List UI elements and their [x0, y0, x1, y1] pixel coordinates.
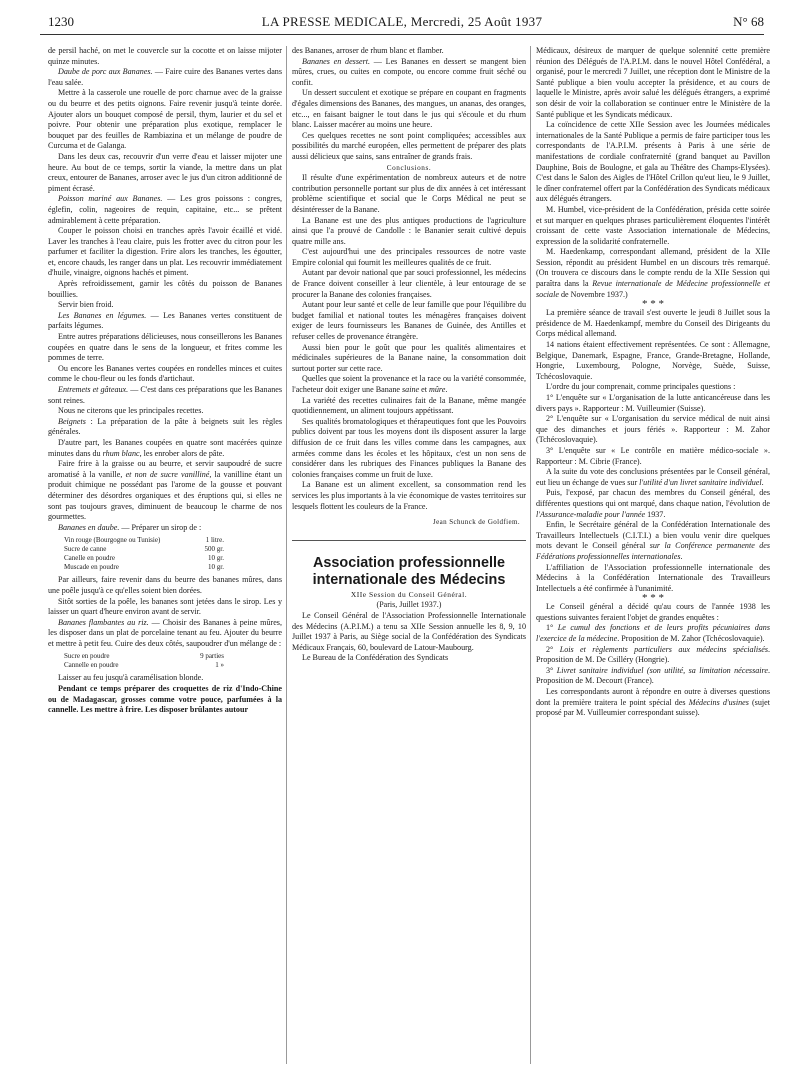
paragraph: Médicaux, désireux de marquer de quelque solennité cette première réunion des Délégués de l'A.P.I.M. dans le nouvel Hôtel Confédéral, a organisé, pour le mercredi 7 Juillet, une réception dont le Ministre de la Santé publique a bien voulu accepter la présidence, et au cours de laquelle le Ministre, après avoir salué les délégués étrangers, a exprimé son désir de voir la collaboration se continuer entre le Ministère de la Santé publique et les Syndicats médicaux.	[536, 46, 770, 119]
paragraph: Enfin, le Secrétaire général de la Confédération Internationale des Travailleurs Intellectuels (C.I.T.I.) a bien voulu venir dire quelques mots devant le Conseil général sur la Conférence permanente des Fédérations professionnelles internationales.	[536, 520, 770, 561]
column-1	[48, 46, 282, 1076]
recipe-paragraph: Daube de porc aux Bananes. — Faire cuire des Bananes vertes dans l'eau salée.	[48, 67, 282, 87]
article-subtitle: XIIe Session du Conseil Général.	[350, 589, 468, 599]
issue-number: N° 68	[733, 14, 764, 29]
header-rule	[40, 34, 764, 35]
paragraph: Puis, l'exposé, par chacun des membres du Conseil général, des différentes questions qui ont marqué, dans chaque nation, l'évolution de l'Assurance-maladie pour l'année 1937.	[536, 488, 770, 519]
recipe-paragraph: Beignets : La préparation de la pâte à beignets suit les règles générales.	[48, 416, 282, 437]
paragraph: Laisser au feu jusqu'à caramélisation blonde.	[58, 673, 204, 683]
paragraph: Couper le poisson choisi en tranches après l'avoir écaillé et vidé. Laver les tranches à l'eau claire, puis les frotter avec du citron pour les parfumer et faciliter la digestion. Frire alors les tranches, les égoutter, et, encore chauds, les ranger dans un plat. Les recouvrir immédiatement d'huile, vinaigre, oignons hachés et piment.	[48, 226, 282, 278]
column-3	[536, 46, 770, 1076]
paragraph: Le Bureau de la Confédération des Syndicats	[302, 653, 449, 663]
agenda-item: 1° L'enquête sur « L'organisation de la lutte anticancéreuse dans les divers pays ». Rapporteur : M. Vuilleumier (Suisse).	[536, 393, 770, 413]
paragraph: D'autre part, les Bananes coupées en quatre sont macérées quinze minutes dans du rhum blanc, les enrober alors de pâte.	[48, 437, 282, 458]
ingredient-row: Cannelle en poudre 1 »	[64, 661, 224, 670]
paragraph: Ses qualités bromatologiques et thérapeutiques font que les Pouvoirs publics doivent par tous les moyens dont ils disposent assurer la large diffusion de ce fruit dans les villes comme dans les campagnes, aux armées comme dans les écoles et les hôpitaux, c'est un non sens de considérer dans les rubriques des Finances publiques la Banane des colonies françaises comme un fruit de luxe.	[292, 416, 526, 479]
paragraph: Ou encore les Bananes vertes coupées en rondelles minces et cuites comme le chou-fleur ou les fonds d'artichaut.	[48, 363, 282, 384]
paragraph: Le Conseil Général de l'Association Professionnelle Internationale des Médecins (A.P.I.M.) a tenu sa XIIe Session annuelle les 8, 9, 10 Juillet 1937 à Paris, au Siège social de la Confédération des Syndicats Médicaux Français, 60, boulevard de Latour-Maubourg.	[292, 610, 526, 652]
column-divider	[286, 46, 287, 1064]
section-ornament: * * *	[642, 592, 664, 605]
author-signature: Jean Schunck de Goldfiem.	[433, 518, 520, 527]
syrup-ingredients	[64, 536, 282, 572]
article-separator	[292, 540, 526, 541]
paragraph: Servir bien froid.	[58, 300, 114, 310]
recipe-paragraph: Poisson mariné aux Bananes. — Les gros poissons : congres, églefin, colin, nageoires de requin, capitaine, etc... se prêtent admirablement à cette préparation.	[48, 194, 282, 225]
paragraph: Autant pour leur santé et celle de leur famille que pour l'équilibre du budget familial et national toutes les ménagères françaises doivent exiger de leurs fournisseurs les Bananes de Guinée, des Antilles et refuser celles de provenance étrangère.	[292, 300, 526, 342]
paragraph: Faire frire à la graisse ou au beurre, et servir saupoudré de sucre aromatisé à la vanille, et non de sucre vanilliné, la vanilline étant un produit chimique ne possédant pas l'arome de la gousse et pouvant déterminer des désordres organiques et des éruptions qui, si elles ne sont pas toujours graves, diminuent de beaucoup le charme de nos gourmettes.	[48, 459, 282, 522]
paragraph: Dans les deux cas, recouvrir d'un verre d'eau et laisser mijoter une heure. Au bout de ce temps, sortir la viande, la mettre dans un plat creux, entourer de Bananes, arroser avec le jus d'un citron additionné de piment écrasé.	[48, 151, 282, 193]
paragraph: Aussi bien pour le goût que pour les qualités alimentaires et médicinales supérieures de la Banane naine, la consommation doit surtout porter sur cette race.	[292, 342, 526, 373]
agenda-item: 1° Le cumul des fonctions et de leurs profits pécuniaires dans l'exercice de la médecine. Proposition de M. Zahor (Tchécoslovaquie).	[536, 623, 770, 644]
paragraph: Ces quelques recettes ne sont point compliquées; accessibles aux possibilités du marché européen, elles permettent de préparer des plats aussi délicieux que sains, sans entraîner de grands frais.	[292, 130, 526, 161]
recipe-paragraph: Bananes en dessert. — Les Bananes en dessert se mangent bien mûres, crues, ou cuites en compote, ou encore comme fruit séché ou confit.	[292, 56, 526, 87]
journal-title: LA PRESSE MEDICALE, Mercredi, 25 Août 1937	[261, 14, 543, 29]
ingredient-row: Muscade en poudre 10 gr.	[64, 563, 224, 572]
column-divider	[530, 46, 531, 1064]
recipe-paragraph: Bananes en daube. — Préparer un sirop de :	[58, 522, 202, 532]
paragraph: A la suite du vote des conclusions présentées par le Conseil général, eut lieu un échange de vues sur l'utilité d'un livret sanitaire individuel.	[536, 467, 770, 487]
ingredient-row: Sucre en poudre 9 parties	[64, 652, 224, 661]
paragraph: La Banane est un aliment excellent, sa consommation rend les services les plus importants à la vie économique de vastes territoires sur lesquels flottent les couleurs de la France.	[292, 480, 526, 511]
agenda-item: 2° L'enquête sur « L'organisation du service médical de nuit ainsi que des dimanches et jours fériés ». Rapporteur : M. Zahor (Tchécoslovaquie).	[536, 414, 770, 445]
section-heading: Conclusions.	[386, 163, 432, 172]
page-number: 1230	[48, 14, 74, 29]
recipe-paragraph: Entremets et gâteaux. — C'est dans ces préparations que les Bananes sont reines.	[48, 385, 282, 405]
recipe-paragraph: Bananes flambantes au riz. — Choisir des Bananes à peine mûres, les disposer dans un plat de porcelaine tenant au feu. Ajouter du beurre et mettre à petit feu. Cuire des deux côtés, saupoudrer d'un mélange de :	[48, 617, 282, 648]
paragraph: Par ailleurs, faire revenir dans du beurre des bananes mûres, dans une poêle jusqu'à ce qu'elles soient bien dorées.	[48, 575, 282, 595]
paragraph: des Bananes, arroser de rhum blanc et flamber.	[292, 46, 444, 55]
paragraph: La première séance de travail s'est ouverte le jeudi 8 Juillet sous la présidence de M. Haedenkampf, membre du Conseil des Dirigeants du Corps médical allemand.	[536, 308, 770, 339]
paragraph: Un dessert succulent et exotique se prépare en coupant en fragments d'égales dimensions des Bananes, des mangues, un ananas, des oranges, etc..., en faisant baigner le tout dans le jus qui s'écoule et du rhum blanc. Laisser macérer au moins une heure.	[292, 88, 526, 130]
paragraph: 14 nations étaient effectivement représentées. Ce sont : Allemagne, Belgique, Danemark, Espagne, France, Grande-Bretagne, Hollande, Hongrie, Luxembourg, Pologne, Norvège, Suède, Suisse, Tchécoslovaquie.	[536, 340, 770, 381]
paragraph: Quelles que soient la provenance et la race ou la variété consommée, l'acheteur doit exiger une Banane saine et mûre.	[292, 374, 526, 394]
ingredient-row: Canelle en poudre 10 gr.	[64, 554, 224, 563]
paragraph: L'ordre du jour comprenait, comme principales questions :	[546, 382, 736, 392]
agenda-item: 3° L'enquête sur « Le contrôle en matière médico-sociale ». Rapporteur : M. Cibrie (France).	[536, 445, 770, 466]
paragraph: La variété des recettes culinaires fait de la Banane, même mangée quotidiennement, un aliment toujours appétissant.	[292, 395, 526, 416]
paragraph: Entre autres préparations délicieuses, nous conseillerons les Bananes coupées en quatre dans le sens de la longueur, et frites comme les pommes de terre.	[48, 332, 282, 363]
page-header	[40, 4, 764, 30]
agenda-item: 2° Lois et règlements particuliers aux médecins spécialisés. Proposition de M. De Csilléry (Hongrie).	[536, 644, 770, 665]
article-title: Association professionnelle internationale des Médecins	[312, 554, 506, 589]
paragraph: de persil haché, on met le couvercle sur la cocotte et on laisse mijoter quinze minutes.	[48, 46, 282, 66]
ingredient-row: Vin rouge (Bourgogne ou Tunisie) 1 litre.	[64, 536, 224, 545]
paragraph: Autant par devoir national que par souci professionnel, les médecins de France doivent conseiller à leur clientèle, à leur entourage de se procurer la Banane des colonies françaises.	[292, 268, 526, 299]
paragraph: Pendant ce temps préparer des croquettes de riz d'Indo-Chine ou de Madagascar, grosses comme votre pouce, parfumées à la cannelle. Les mettre à frire. Les disposer brûlantes autour	[48, 684, 282, 715]
paragraph: Nous ne citerons que les principales recettes.	[58, 406, 204, 416]
ingredient-row: Sucre de canne 500 gr.	[64, 545, 224, 554]
paragraph: L'affiliation de l'Association professionnelle internationale des Médecins à la Confédération Internationale des Travailleurs Intellectuels a été confirmée à l'unanimité.	[536, 562, 770, 593]
paragraph: M. Humbel, vice-président de la Confédération, présida cette soirée et sut marquer en quelques phrases particulièrement éloquentes l'intérêt croissant de cette vaste Association internationale de Médecins, expression de la solidarité confraternelle.	[536, 204, 770, 246]
paragraph: Sitôt sorties de la poêle, les bananes sont jetées dans le sirop. Les y laisser un quart d'heure environ avant de servir.	[48, 596, 282, 617]
paragraph: Après refroidissement, garnir les côtés du poisson de Bananes bouillies.	[48, 279, 282, 299]
column-2	[292, 46, 526, 1076]
recipe-paragraph: Les Bananes en légumes. — Les Bananes vertes constituent de parfaits légumes.	[48, 310, 282, 331]
section-ornament: * * *	[642, 298, 664, 311]
paragraph: Le Conseil général a décidé qu'au cours de l'année 1938 les questions suivantes feraient l'objet de grandes enquêtes :	[536, 602, 770, 622]
paragraph: Mettre à la casserole une rouelle de porc charnue avec de la graisse ou du beurre et des petits oignons. Faire revenir jusqu'à teinte dorée. Ajouter alors un bouquet composé de persil, thym, laurier et du sel et poivre. Pour obtenir une préparation plus exotique, remplacer le bouquet par des feuilles de Rambiazina et un mélange de poudre de Curcuma et de Galanga.	[48, 88, 282, 151]
paragraph: C'est aujourd'hui une des principales ressources de notre vaste Empire colonial qui fournit les meilleures qualités de ce fruit.	[292, 247, 526, 267]
sugar-mix-ingredients	[64, 652, 282, 670]
paragraph: La Banane est une des plus antiques productions de l'agriculture ainsi que l'a prouvé de Candolle : le Bananier serait cultivé depuis quatre mille ans.	[292, 215, 526, 246]
paragraph: M. Haedenkamp, correspondant allemand, président de la XIIe Session, répondit au président Humbel en un discours très remarqué. (On trouvera ce discours dans le compte rendu de la XIIe Session qui paraîtra dans la Revue internationale de Médecine professionnelle et sociale de Novembre 1937.)	[536, 247, 770, 299]
paragraph: Il résulte d'une expérimentation de nombreux auteurs et de notre contribution personnelle portant sur plus de dix années à cet intéressant problème scientifique et social que le Corps Médical ne peut se désintéresser de la Banane.	[292, 173, 526, 214]
paragraph: Les correspondants auront à répondre en outre à diverses questions dont la première traitera le point spécial des Médecins d'usines (sujet proposé par M. Vuilleumier correspondant suisse).	[536, 687, 770, 718]
article-dateline: (Paris, Juillet 1937.)	[376, 600, 442, 610]
agenda-item: 3° Livret sanitaire individuel (son utilité, sa limitation nécessaire. Proposition de M. Decourt (France).	[536, 665, 770, 686]
paragraph: La coïncidence de cette XIIe Session avec les Journées médicales internationales de la Santé Publique a permis de faire participer tous les correspondants de l'A.P.I.M. présents à Paris à une série de manifestations de cordiale confraternité (grand banquet au Pavillon Dauphine, Bois de Boulogne, et gala au Théâtre des Champs-Elysées). C'est dans le Salon des Aigles de l'Hôtel Crillon qu'eut lieu, le 9 Juillet, le dîner confraternel offert par la Confédération des Syndicats médicaux aux délégués étrangers.	[536, 120, 770, 204]
